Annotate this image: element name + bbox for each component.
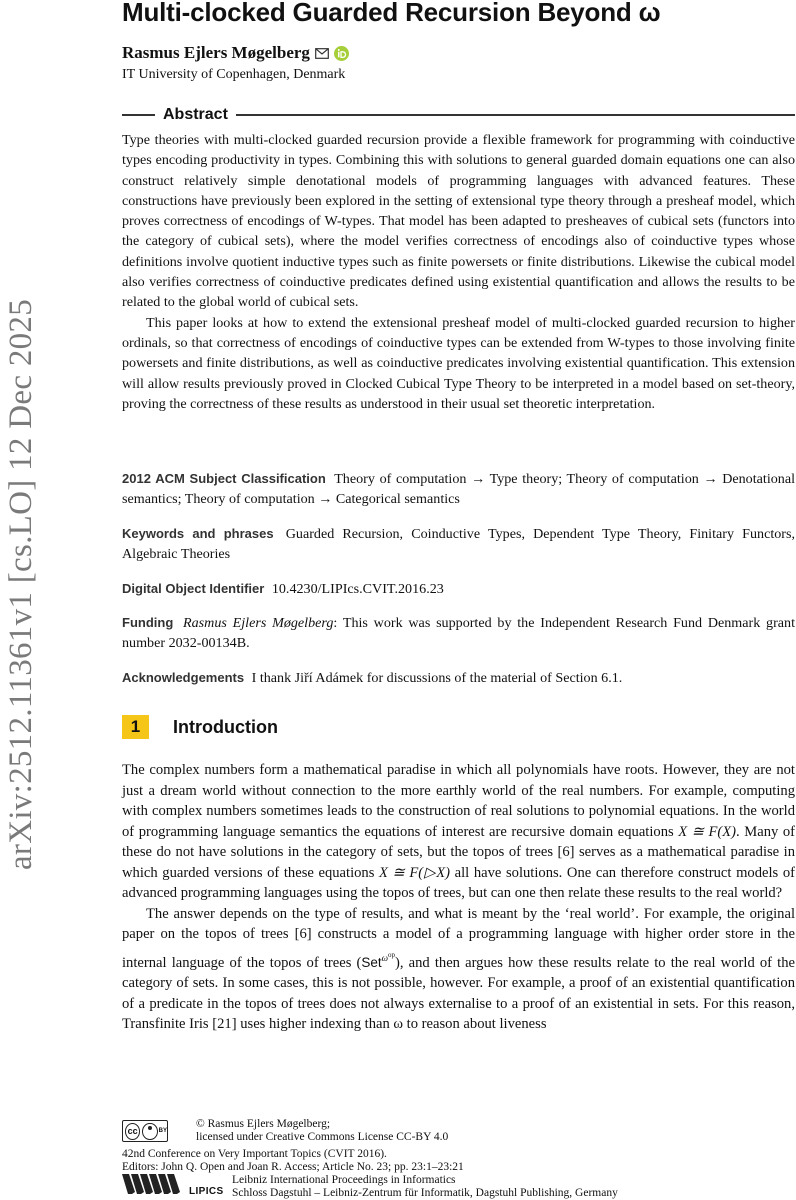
doi: [122, 579, 795, 599]
email-icon[interactable]: [315, 48, 329, 59]
acm-label: 2012 ACM Subject Classification: [122, 471, 326, 486]
funding-text: : This work was supported by the Independent Research Fund Denmark grant number 2032-00134B.: [122, 615, 795, 652]
funding: [122, 613, 795, 654]
cc-icon: cc: [125, 1123, 140, 1140]
set-superscript: [381, 950, 395, 963]
author-line: [122, 42, 795, 64]
doi-link[interactable]: 10.4230/LIPIcs.CVIT.2016.23: [271, 581, 444, 597]
arxiv-stamp: [2, 288, 42, 880]
section-number-badge: 1: [122, 715, 149, 739]
footer-series: Leibniz International Proceedings in Informatics: [232, 1174, 456, 1186]
footer-publisher: Schloss Dagstuhl – Leibniz-Zentrum für Informatik, Dagstuhl Publishing, Germany: [232, 1187, 618, 1199]
funding-name: Rasmus Ejlers Møgelberg: [183, 615, 334, 631]
acm-classification: [122, 469, 795, 510]
acknowledgements: [122, 668, 795, 688]
keywords-text: Guarded Recursion, Coinductive Types, Dependent Type Theory, Finitary Functors, Algebraic Theories: [122, 526, 795, 563]
funding-label: Funding: [122, 615, 174, 630]
acm-text: Theory of computation → Type theory; Theory of computation → Denotational semantics; Theory of computation → Categorical semantics: [122, 471, 795, 508]
omega-symbol: ω: [381, 952, 388, 963]
introduction-body: [122, 760, 795, 1035]
footer-license: licensed under Creative Commons License CC-BY 4.0: [196, 1131, 449, 1143]
set-symbol: Set: [361, 954, 382, 970]
equation-domain: X ≅ F(X): [678, 823, 737, 840]
intro-p2-text-b: ), and then argues how these results relate to the real world of the category of sets. In some cases, this is not possible, however. For example, a proof of an existential quantification of a predicate in the topos of trees does not always externalise to a proof of an existential in sets. For this reason, Transfinite Iris [21] uses higher indexing than ω to reason about liveness: [122, 954, 795, 1033]
abstract-paragraph-2: This paper looks at how to extend the extensional presheaf model of multi-clocked guarded recursion to higher ordinals, so that correctness of encodings of coinductive types can be extended from W-types to those involving finite powersets and finite distributions, as well as coinductive predicates involving existential quantification. This extension will allow results previously proved in Clocked Cubical Type Theory to be interpreted in a model based on set-theory, proving the correctness of these results as understood in their usual set theoretic interpretation.: [122, 314, 795, 412]
op-symbol: op: [388, 950, 395, 959]
abstract-body: [122, 130, 795, 414]
abstract-rule-left: [122, 114, 155, 115]
lipics-wordmark: LIPICS: [189, 1186, 224, 1197]
doi-label: Digital Object Identifier: [122, 581, 265, 596]
intro-p1-text-c: all have solutions. One can therefore construct models of advanced programming languages using the topos of trees, but can one then relate these results to the real world?: [122, 864, 795, 902]
section-title: Introduction: [173, 716, 278, 737]
abstract-heading: [122, 105, 795, 125]
intro-p1-text-b: . Many of these do not have solutions in the category of sets, but the topos of trees [6] serves as a mathematical paradise in which guarded versions of these equations: [122, 823, 795, 881]
lipics-logo-icon: [122, 1172, 186, 1196]
keywords: [122, 524, 795, 565]
affiliation: IT University of Copenhagen, Denmark: [122, 67, 346, 82]
footer-conference: 42nd Conference on Very Important Topics (CVIT 2016).: [122, 1148, 387, 1160]
intro-paragraph-1: [122, 760, 795, 904]
orcid-icon[interactable]: [334, 46, 349, 61]
by-label: BY: [158, 1128, 167, 1134]
section-heading: [122, 714, 795, 740]
intro-paragraph-2: [122, 904, 795, 1035]
by-person-icon: [142, 1123, 157, 1140]
author-name: Rasmus Ejlers Møgelberg: [122, 43, 310, 62]
cc-by-badge: [122, 1120, 168, 1142]
ack-text: I thank Jiří Adámek for discussions of the material of Section 6.1.: [251, 670, 623, 686]
equation-guarded: X ≅ F(▷X): [379, 864, 451, 881]
intro-p1-text-a: The complex numbers form a mathematical paradise in which all polynomials have roots. However, they are not just a dream world without connection to the more earthly world of the real numbers. For example, computing with complex numbers sometimes leads to the construction of real solutions to polynomial equations. In the world of programming language semantics the equations of interest are recursive domain equations: [122, 762, 795, 840]
ack-label: Acknowledgements: [122, 670, 245, 685]
abstract-label: Abstract: [163, 106, 228, 123]
keywords-label: Keywords and phrases: [122, 526, 274, 541]
paper-title: Multi-clocked Guarded Recursion Beyond ω: [122, 0, 661, 27]
abstract-rule-right: [236, 114, 795, 115]
intro-p2-text-a: The answer depends on the type of results, and what is meant by the ‘real world’. For example, the original paper on the topos of trees [6] constructs a model of a programming language with higher order store in the internal language of the topos of trees (: [122, 905, 795, 971]
arxiv-stamp-text: arXiv:2512.11361v1 [cs.LO] 12 Dec 2025: [3, 298, 40, 870]
abstract-paragraph-1: Type theories with multi-clocked guarded recursion provide a flexible framework for programming with coinductive types encoding productivity in types. Combining this with solutions to general guarded domain equations one can also construct relatively simple denotational models of programming languages with advanced features. These constructions have previously been explored in the setting of extensional type theory through a presheaf model, which proves correctness of encodings of W-types. That model has been adapted to presheaves of cubical sets (functors into the category of cubical sets), where the model verifies correctness of encodings also of coinductive types whose definitions involve quotient inductive types such as finite powersets or finite distributions. Likewise the cubical model also verifies correctness of coinductive predicates defined using existential quantification and allows the results to be related to the global world of cubical sets.: [122, 132, 795, 311]
footer-copyright: © Rasmus Ejlers Møgelberg;: [196, 1118, 331, 1130]
footer-editors: Editors: John Q. Open and Joan R. Access; Article No. 23; pp. 23:1–23:21: [122, 1161, 464, 1173]
